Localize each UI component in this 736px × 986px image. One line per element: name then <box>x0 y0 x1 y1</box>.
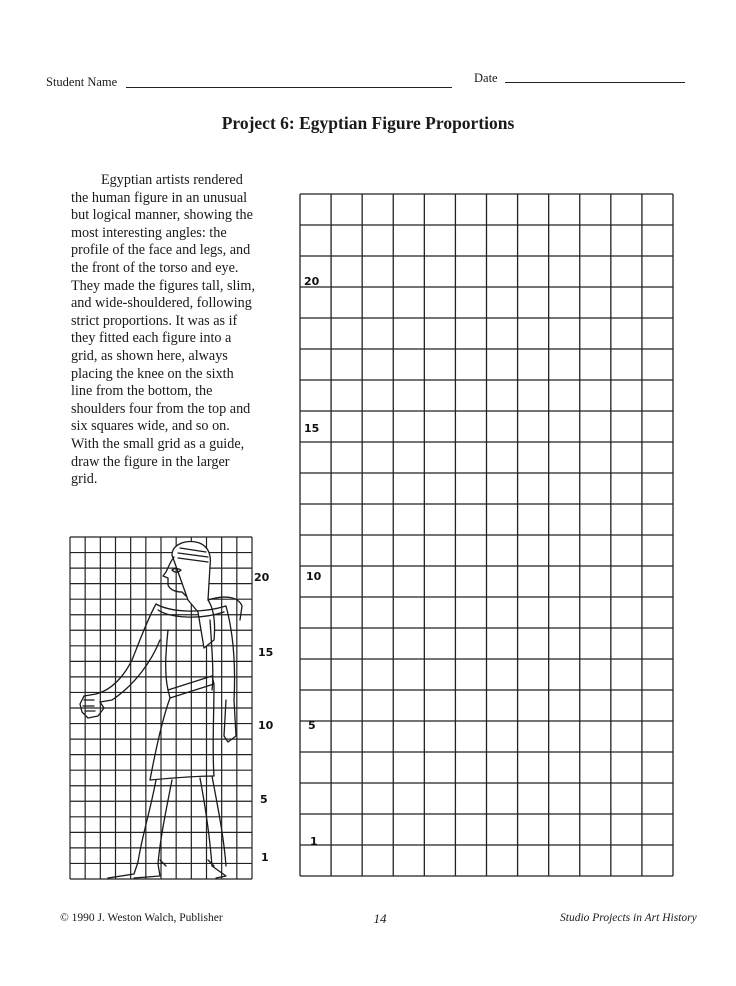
reference-label-15: 15 <box>258 646 274 659</box>
reference-label-10: 10 <box>258 719 274 732</box>
drawing-label-15: 15 <box>304 422 320 435</box>
drawing-grid-lines[interactable] <box>300 194 673 876</box>
student-name-label: Student Name <box>46 75 118 89</box>
drawing-label-20: 20 <box>304 275 320 288</box>
reference-label-5: 5 <box>260 793 268 806</box>
egyptian-figure-icon <box>80 542 242 878</box>
reference-grid-lines <box>70 537 252 879</box>
student-name-line[interactable] <box>126 87 452 88</box>
drawing-label-5: 5 <box>308 719 316 732</box>
drawing-grid-labels <box>304 275 322 848</box>
instructions-paragraph: Egyptian artists rendered the human figure in an unusual but logical manner, showing the most interesting angles: the profile of the face and legs, and the front of the torso and eye. They made the figures tall, slim, and wide-shouldered, following strict proportions. It was as if they fitted each figure into a grid, as shown here, always placing the knee on the sixth line from the bottom, the shoulders four from the top and six squares wide, and so on. With the small grid as a guide, draw the figure in the larger grid. <box>71 172 255 488</box>
copyright-notice: © 1990 J. Weston Walch, Publisher <box>60 912 223 924</box>
reference-label-1: 1 <box>261 851 269 864</box>
date-label: Date <box>474 71 498 85</box>
drawing-label-1: 1 <box>310 835 318 848</box>
page-number: 14 <box>373 911 387 926</box>
series-title: Studio Projects in Art History <box>560 912 697 924</box>
date-line[interactable] <box>505 82 685 83</box>
drawing-label-10: 10 <box>306 570 322 583</box>
reference-label-20: 20 <box>254 571 270 584</box>
reference-grid-labels <box>254 571 274 864</box>
page-title: Project 6: Egyptian Figure Proportions <box>221 113 515 133</box>
